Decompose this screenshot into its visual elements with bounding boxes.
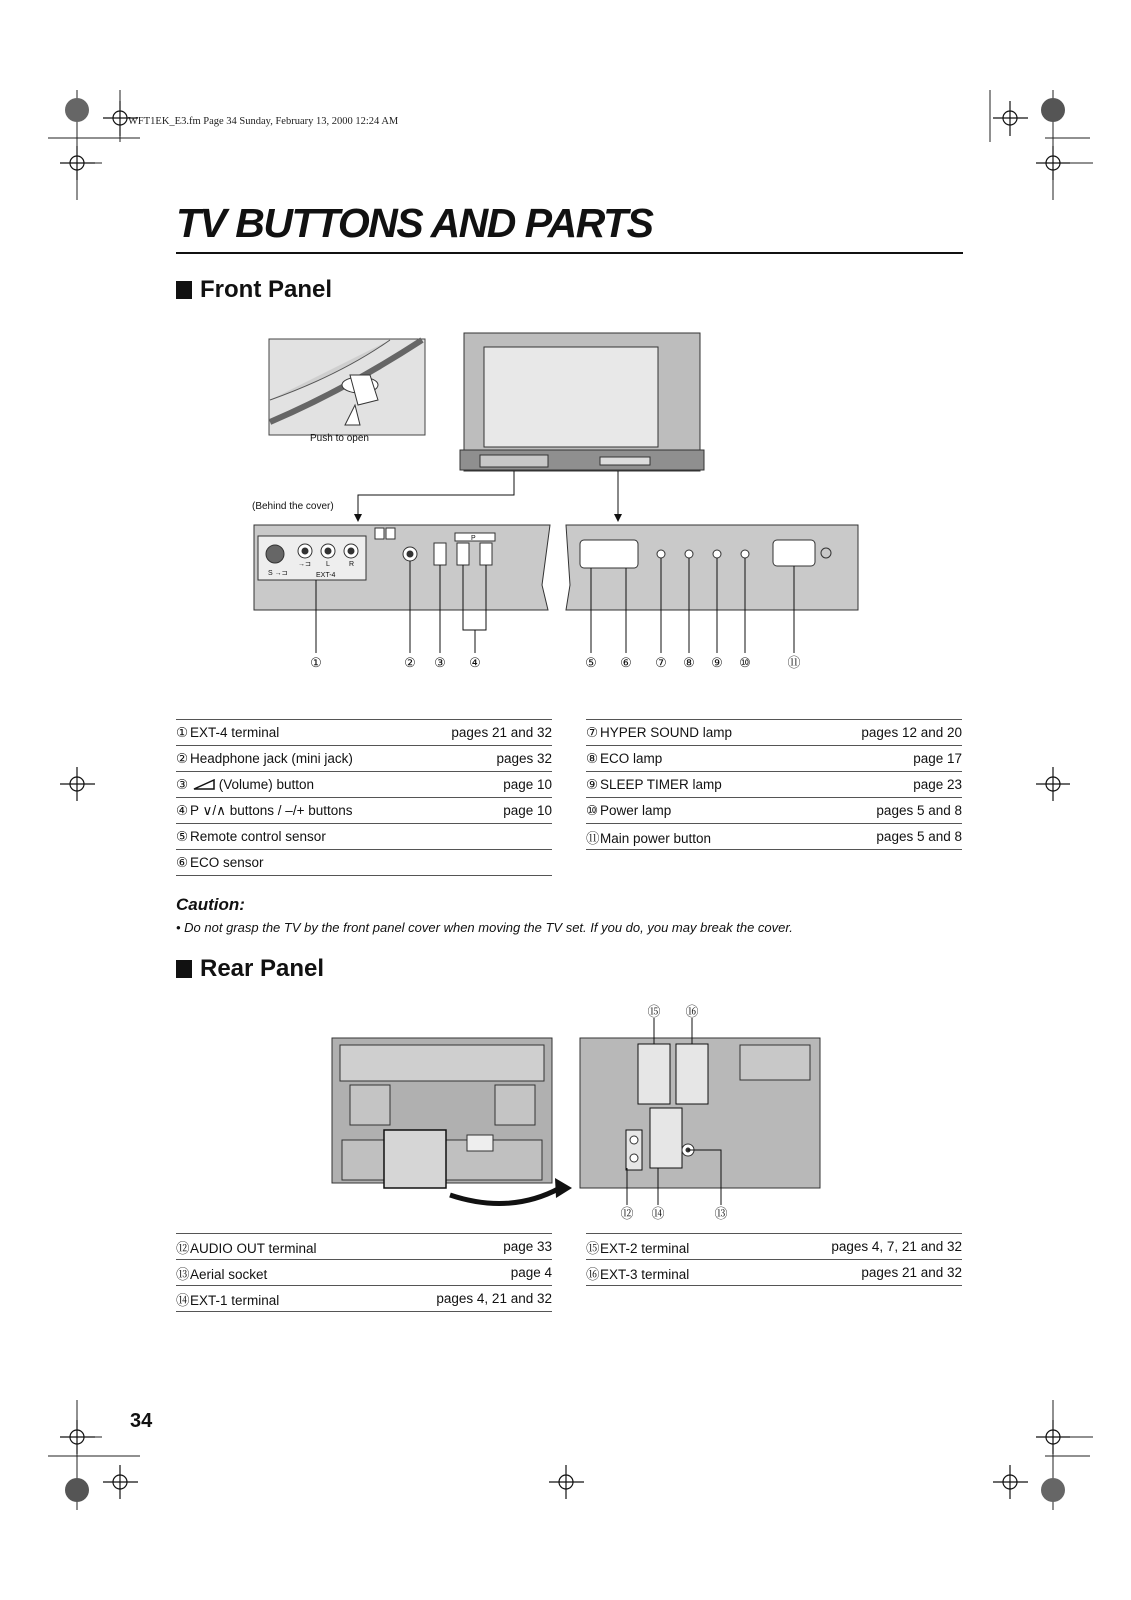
- audio-r-label: R: [349, 561, 355, 568]
- rear-panel-heading-text: Rear Panel: [200, 955, 325, 982]
- volume-icon: [193, 779, 215, 790]
- table-row: ⑩ Power lamp pages 5 and 8: [586, 798, 962, 824]
- table-row: ⑯EXT-3 terminal pages 21 and 32: [586, 1260, 962, 1286]
- callout-2: ②: [404, 655, 416, 670]
- tv-rear-overview: [332, 1038, 552, 1188]
- file-info-header: WFT1EK_E3.fm Page 34 Sunday, February 13, 2000 12:24 AM: [128, 116, 399, 127]
- rear-parts-table-right: [586, 1233, 962, 1286]
- table-row: ④ P ∨/∧ buttons / –/+ buttons page 10: [176, 798, 552, 824]
- table-row: ⑧ ECO lamp page 17: [586, 746, 962, 772]
- callout-4: ④: [469, 655, 481, 670]
- front-control-panel: [566, 525, 858, 610]
- table-row: ⑬Aerial socket page 4: [176, 1260, 552, 1286]
- callout-6: ⑥: [620, 655, 632, 670]
- svideo-label: S →⊐: [268, 570, 288, 577]
- table-row: ⑦ HYPER SOUND lamp pages 12 and 20: [586, 720, 962, 746]
- front-panel-heading-text: Front Panel: [200, 276, 333, 303]
- title-rule: [176, 252, 963, 254]
- front-panel-heading: [176, 276, 332, 304]
- rear-terminal-detail: [580, 1038, 820, 1188]
- table-row: ⑮EXT-2 terminal pages 4, 7, 21 and 32: [586, 1234, 962, 1260]
- callout-1: ①: [310, 655, 322, 670]
- page-number: 34: [130, 1410, 153, 1432]
- front-parts-table-left: [176, 719, 552, 876]
- table-row: ⑭EXT-1 terminal pages 4, 21 and 32: [176, 1286, 552, 1312]
- callout-14: ⑭: [651, 1206, 665, 1221]
- callout-16: ⑯: [685, 1004, 699, 1019]
- callout-10: ⑩: [739, 655, 751, 670]
- table-row: ⑥ ECO sensor: [176, 850, 552, 876]
- square-bullet-icon: [176, 281, 192, 299]
- ext4-label: EXT-4: [316, 572, 336, 579]
- behind-cover-label: (Behind the cover): [252, 501, 334, 512]
- caution-heading: Caution:: [176, 895, 245, 914]
- callout-5: ⑤: [585, 655, 597, 670]
- callout-11: ⑪: [787, 655, 801, 670]
- table-row: ② Headphone jack (mini jack) pages 32: [176, 746, 552, 772]
- rear-panel-figure: [320, 1000, 840, 1225]
- table-row: ⑫AUDIO OUT terminal page 33: [176, 1234, 552, 1260]
- tv-set-drawing: [460, 333, 704, 471]
- callout-13: ⑬: [714, 1206, 728, 1221]
- p-label: P: [471, 535, 476, 542]
- rear-parts-table-left: [176, 1233, 552, 1312]
- push-to-open-inset: [269, 339, 425, 435]
- table-row: ⑤ Remote control sensor: [176, 824, 552, 850]
- push-to-open-label: Push to open: [310, 433, 369, 444]
- square-bullet-icon: [176, 960, 192, 978]
- page-title: TV BUTTONS AND PARTS: [176, 200, 653, 246]
- audio-l-label: L: [326, 561, 330, 568]
- front-parts-table-right: [586, 719, 962, 850]
- table-row: ⑪Main power button pages 5 and 8: [586, 824, 962, 850]
- callout-8: ⑧: [683, 655, 695, 670]
- rear-panel-heading: [176, 955, 324, 983]
- callout-7: ⑦: [655, 655, 667, 670]
- table-row: ⑨ SLEEP TIMER lamp page 23: [586, 772, 962, 798]
- callout-3: ③: [434, 655, 446, 670]
- front-panel-figure: [250, 330, 890, 690]
- table-row: ① EXT-4 terminal pages 21 and 32: [176, 720, 552, 746]
- caution-text: • Do not grasp the TV by the front panel cover when moving the TV set. If you do, you may break the cover.: [176, 920, 793, 935]
- table-row: ③ (Volume) button page 10: [176, 772, 552, 798]
- callout-9: ⑨: [711, 655, 723, 670]
- callout-15: ⑮: [647, 1004, 661, 1019]
- video-label: →⊐: [298, 561, 311, 568]
- callout-12: ⑫: [620, 1206, 634, 1221]
